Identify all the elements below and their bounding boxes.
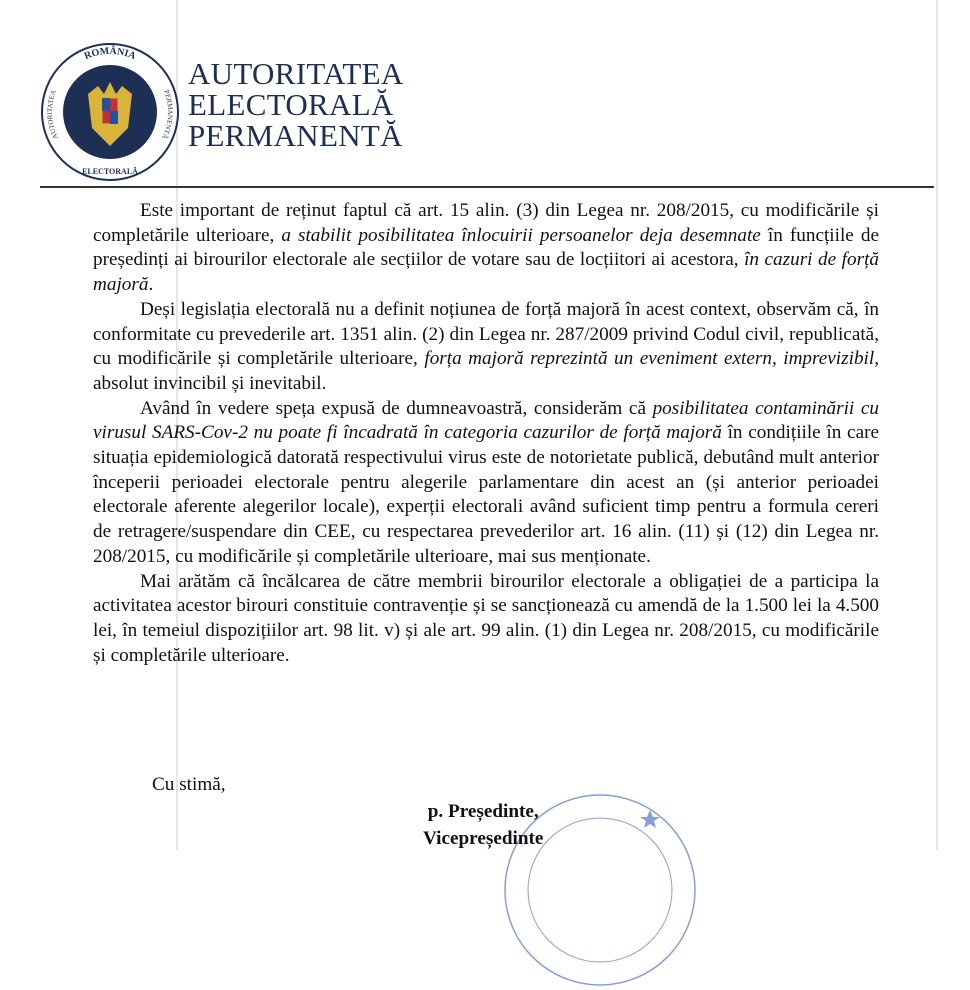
paragraph <box>93 397 879 570</box>
text-segment: . <box>148 274 154 296</box>
title-line: AUTORITATEA <box>188 56 404 91</box>
text-segment: Deși legislația electorală nu a definit noțiunea de forță majoră în acest context, observăm că, în conformitate cu prevederile art. 1351 alin. (2) din Legea nr. 287/2009 privind Codul civil, republicată, cu modificările și completările ulterioare, <box>93 298 879 370</box>
text-segment: Mai arătăm că încălcarea de către membrii birourilor electorale a obligației de a participa la activitatea acestor birouri constituie contravenție și se sancționează cu amendă de la 1.500 lei la 4.500 lei, în temeiul dispozițiilor art. 98 lit. v) și ale art. 99 alin. (1) din Legea nr. 208/2015, cu modificările și completările ulterioare. <box>93 570 879 666</box>
title-line: PERMANENTĂ <box>188 118 403 153</box>
svg-text:AUTORITATEA: AUTORITATEA <box>45 88 60 141</box>
paragraph <box>93 570 879 669</box>
signature-role: Vicepreședinte <box>423 828 544 849</box>
title-line: ELECTORALĂ <box>188 87 394 122</box>
signature-block <box>423 798 543 852</box>
aep-seal-logo <box>40 42 180 182</box>
paragraph <box>93 199 879 298</box>
text-segment: în condițiile în care situația epidemiologică datorată respectivului virus este de notorietate publică, debutând mult anterior începerii perioadei electorale pentru alegerile parlamentare din acest an (și anterior perioadei electorale aferente alegerilor locale), experții electorali având suficient timp pentru a formula cereri de retragere/suspendare din CEE, cu respectarea prevederilor art. 16 alin. (11) și (12) din Legea nr. 208/2015, cu modificările și completările ulterioare, mai sus menționate. <box>93 422 879 567</box>
star-icon <box>640 810 660 828</box>
emphasized-text: a stabilit posibilitatea înlocuirii persoanelor deja desemnate <box>281 224 761 246</box>
svg-text:ROMÂNIA: ROMÂNIA <box>82 45 138 63</box>
closing-salutation: Cu stimă, <box>152 774 226 795</box>
signature-title: p. Președinte, <box>427 801 539 822</box>
header-divider <box>40 186 934 188</box>
text-segment: în funcțiile de președinți ai birourilor electorale ale secțiilor de votare sau de locțiitori ai acestora, <box>93 224 880 271</box>
organization-title <box>188 58 404 151</box>
text-segment: absolut invincibil și inevitabil. <box>93 372 327 394</box>
text-segment: Este important de reținut faptul că art. 15 alin. (3) din Legea nr. 208/2015, cu modificările și completările ulterioare, <box>93 200 879 246</box>
paragraph <box>93 298 879 397</box>
scan-fold-line <box>936 0 938 850</box>
emphasized-text: în cazuri de forță majoră <box>93 249 879 296</box>
emphasized-text: forța majoră reprezintă un eveniment extern, imprevizibil, <box>424 348 879 370</box>
emphasized-text: posibilitatea contaminării cu virusul SARS-Cov-2 nu poate fi încadrată în categoria cazurilor de forță majoră <box>93 397 879 444</box>
svg-text:ELECTORALĂ: ELECTORALĂ <box>82 167 138 176</box>
text-segment: Având în vedere speța expusă de dumneavoastră, considerăm că <box>140 397 653 419</box>
svg-text:PERMANENTĂ: PERMANENTĂ <box>160 88 174 141</box>
letter-body <box>93 199 879 668</box>
